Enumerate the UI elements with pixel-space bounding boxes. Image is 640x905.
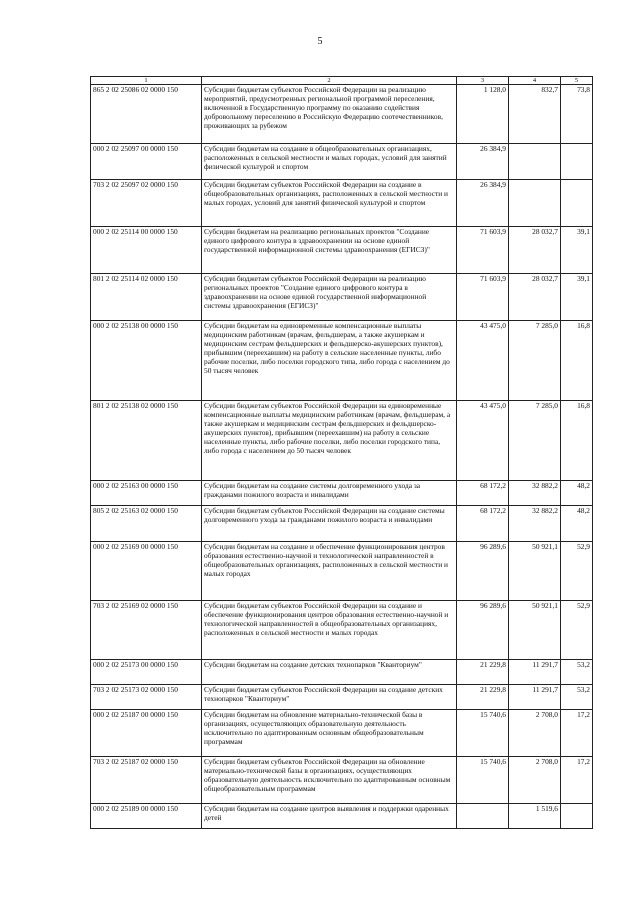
row-name: Субсидии бюджетам на единовременные компенсационные выплаты медицинским работникам (врачам, фельдшерам, а также акушеркам и медицинским сестрам фельдшерских и фельдшерско-акушерских пунктов), прибывшим (переехавшим) на работу в сельские населенные пункты, либо рабочие поселки, либо поселки городского типа, либо города с населением до 50 тысяч человек [202, 321, 457, 401]
page-number: 5 [317, 36, 323, 47]
row-name: Субсидии бюджетам на обновление материально-технической базы в организациях, осуществляющих образовательную деятельность исключительно по адаптированным основным общеобразовательным программам [202, 710, 457, 757]
row-percent-value [561, 804, 593, 829]
table-row [91, 274, 593, 321]
row-fact-value: 32 882,2 [509, 481, 561, 506]
row-plan-value: 21 229,8 [457, 660, 509, 685]
row-fact-value [509, 180, 561, 227]
row-plan-value: 1 128,0 [457, 85, 509, 144]
row-plan-value: 68 172,2 [457, 506, 509, 542]
row-fact-value: 7 285,0 [509, 401, 561, 481]
row-plan-value: 26 384,9 [457, 180, 509, 227]
row-percent-value: 17,2 [561, 710, 593, 757]
row-code: 703 2 02 25169 02 0000 150 [91, 601, 202, 660]
row-code: 801 2 02 25138 02 0000 150 [91, 401, 202, 481]
row-plan-value: 43 475,0 [457, 321, 509, 401]
row-code: 000 2 02 25163 00 0000 150 [91, 481, 202, 506]
row-fact-value: 50 921,1 [509, 601, 561, 660]
row-name: Субсидии бюджетам на реализацию региональных проектов "Создание единого цифрового контура в здравоохранении на основе единой государственной информационной системы здравоохранения (ЕГИСЗ)" [202, 227, 457, 274]
row-code: 000 2 02 25187 00 0000 150 [91, 710, 202, 757]
row-percent-value: 16,8 [561, 401, 593, 481]
row-plan-value: 96 289,6 [457, 542, 509, 601]
row-percent-value: 39,1 [561, 274, 593, 321]
budget-table [90, 76, 593, 829]
row-percent-value [561, 144, 593, 180]
row-plan-value: 43 475,0 [457, 401, 509, 481]
row-fact-value: 11 291,7 [509, 660, 561, 685]
row-code: 703 2 02 25097 02 0000 150 [91, 180, 202, 227]
table-row [91, 321, 593, 401]
row-name: Субсидии бюджетам субъектов Российской Федерации на реализацию мероприятий, предусмотренных региональной программой переселения, включенной в Государственную программу по оказанию содействия добровольному переселению в Российскую Федерацию соотечественников, проживающих за рубежом [202, 85, 457, 144]
row-fact-value: 28 032,7 [509, 274, 561, 321]
table-row [91, 542, 593, 601]
row-fact-value: 32 882,2 [509, 506, 561, 542]
row-code: 801 2 02 25114 02 0000 150 [91, 274, 202, 321]
row-name: Субсидии бюджетам субъектов Российской Федерации на обновление материально-технической базы в организациях, осуществляющих образовательную деятельность исключительно по адаптированным основным общеобразовательным программам [202, 757, 457, 804]
row-percent-value: 16,8 [561, 321, 593, 401]
row-plan-value: 15 740,6 [457, 757, 509, 804]
row-percent-value: 53,2 [561, 660, 593, 685]
row-plan-value: 71 603,9 [457, 227, 509, 274]
row-percent-value: 53,2 [561, 685, 593, 710]
row-percent-value: 17,2 [561, 757, 593, 804]
table-row [91, 710, 593, 757]
row-code: 000 2 02 25169 00 0000 150 [91, 542, 202, 601]
row-fact-value: 50 921,1 [509, 542, 561, 601]
column-header-fact: 4 [509, 77, 561, 85]
row-percent-value [561, 180, 593, 227]
row-percent-value: 48,2 [561, 481, 593, 506]
row-fact-value [509, 144, 561, 180]
table-row [91, 804, 593, 829]
row-plan-value: 26 384,9 [457, 144, 509, 180]
row-name: Субсидии бюджетам субъектов Российской Федерации на создание в общеобразовательных организациях, расположенных в сельской местности и малых городах, условий для занятий физической культурой и спортом [202, 180, 457, 227]
column-header-percent: 5 [561, 77, 593, 85]
row-code: 000 2 02 25097 00 0000 150 [91, 144, 202, 180]
table-row [91, 660, 593, 685]
table-header-row [91, 77, 593, 85]
row-name: Субсидии бюджетам субъектов Российской Федерации на создание и обеспечение функционирования центров образования естественно-научной и технологической направленностей в общеобразовательных организациях, расположенных в сельской местности и малых городах [202, 601, 457, 660]
row-percent-value: 73,8 [561, 85, 593, 144]
column-header-name: 2 [202, 77, 457, 85]
row-name: Субсидии бюджетам на создание в общеобразовательных организациях, расположенных в сельской местности и малых городах, условий для занятий физической культурой и спортом [202, 144, 457, 180]
table-row [91, 227, 593, 274]
row-fact-value: 1 519,6 [509, 804, 561, 829]
row-name: Субсидии бюджетам на создание и обеспечение функционирования центров образования естественно-научной и технологической направленностей в общеобразовательных организациях, расположенных в сельской местности и малых городах [202, 542, 457, 601]
row-percent-value: 52,9 [561, 601, 593, 660]
row-name: Субсидии бюджетам на создание детских технопарков "Кванториум" [202, 660, 457, 685]
row-plan-value: 21 229,8 [457, 685, 509, 710]
row-name: Субсидии бюджетам субъектов Российской Федерации на единовременные компенсационные выплаты медицинским работникам (врачам, фельдшерам, а также акушеркам и медицинским сестрам фельдшерских и фельдшерско-акушерских пунктов), прибывшим (переехавшим) на работу в сельские населенные пункты, либо рабочие поселки, либо поселки городского типа, либо города с населением до 50 тысяч человек [202, 401, 457, 481]
table-row [91, 601, 593, 660]
row-plan-value: 71 603,9 [457, 274, 509, 321]
row-code: 703 2 02 25173 02 0000 150 [91, 685, 202, 710]
row-name: Субсидии бюджетам субъектов Российской Федерации на реализацию региональных проектов "Создание единого цифрового контура в здравоохранении на основе единой государственной информационной системы здравоохранения (ЕГИСЗ)" [202, 274, 457, 321]
row-name: Субсидии бюджетам субъектов Российской Федерации на создание детских технопарков "Кванториум" [202, 685, 457, 710]
row-code: 000 2 02 25138 00 0000 150 [91, 321, 202, 401]
row-name: Субсидии бюджетам субъектов Российской Федерации на создание системы долговременного ухода за гражданами пожилого возраста и инвалидами [202, 506, 457, 542]
row-percent-value: 39,1 [561, 227, 593, 274]
row-percent-value: 48,2 [561, 506, 593, 542]
row-fact-value: 2 708,0 [509, 710, 561, 757]
row-code: 865 2 02 25086 02 0000 150 [91, 85, 202, 144]
table-row [91, 685, 593, 710]
table-row [91, 180, 593, 227]
row-plan-value: 15 740,6 [457, 710, 509, 757]
table-row [91, 506, 593, 542]
table-row [91, 401, 593, 481]
row-code: 805 2 02 25163 02 0000 150 [91, 506, 202, 542]
row-plan-value: 68 172,2 [457, 481, 509, 506]
table-row [91, 144, 593, 180]
row-code: 000 2 02 25189 00 0000 150 [91, 804, 202, 829]
row-code: 000 2 02 25114 00 0000 150 [91, 227, 202, 274]
row-fact-value: 28 032,7 [509, 227, 561, 274]
row-fact-value: 11 291,7 [509, 685, 561, 710]
row-fact-value: 7 285,0 [509, 321, 561, 401]
row-fact-value: 2 708,0 [509, 757, 561, 804]
table-row [91, 757, 593, 804]
row-plan-value [457, 804, 509, 829]
row-name: Субсидии бюджетам на создание системы долговременного ухода за гражданами пожилого возраста и инвалидами [202, 481, 457, 506]
table-row [91, 85, 593, 144]
row-plan-value: 96 289,6 [457, 601, 509, 660]
column-header-plan: 3 [457, 77, 509, 85]
row-percent-value: 52,9 [561, 542, 593, 601]
row-code: 703 2 02 25187 02 0000 150 [91, 757, 202, 804]
table-row [91, 481, 593, 506]
column-header-code: 1 [91, 77, 202, 85]
row-code: 000 2 02 25173 00 0000 150 [91, 660, 202, 685]
row-name: Субсидии бюджетам на создание центров выявления и поддержки одаренных детей [202, 804, 457, 829]
row-fact-value: 832,7 [509, 85, 561, 144]
